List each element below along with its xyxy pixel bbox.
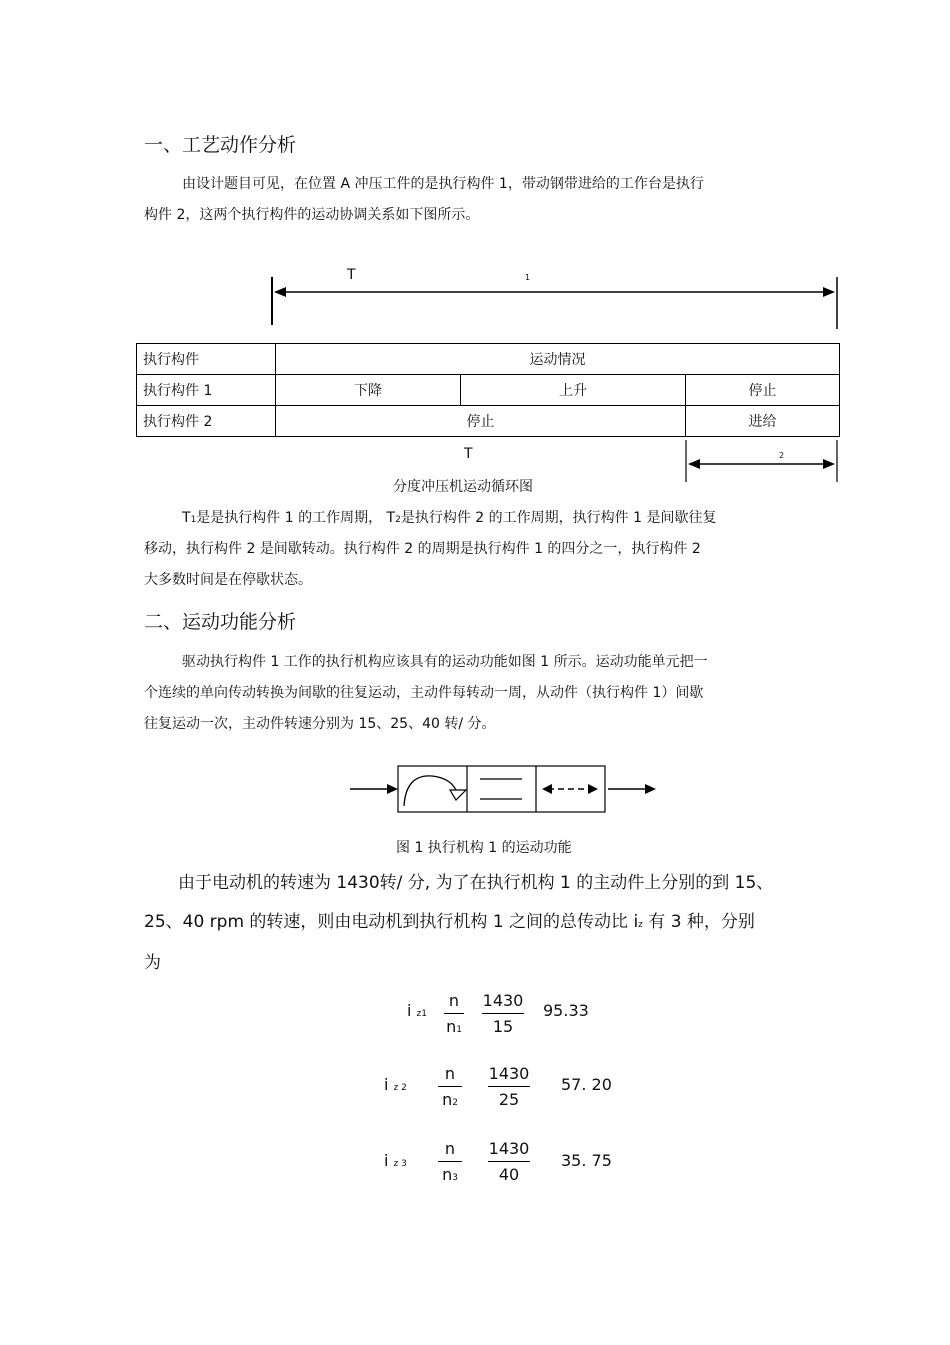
paragraph-line: 驱动执行构件 1 工作的执行机构应该具有的运动功能如图 1 所示。运动功能单元把一 bbox=[182, 654, 708, 670]
t2-label: T bbox=[464, 446, 473, 462]
paragraph-line: 往复运动一次，主动件转速分别为 15、25、40 转/ 分。 bbox=[144, 716, 496, 732]
cycle-diagram-caption: 分度冲压机运动循环图 bbox=[393, 479, 533, 495]
fraction-1430-over-25: $\frac{1430}{25}$ bbox=[488, 1064, 530, 1109]
paragraph-line: 个连续的单向传动转换为间歇的往复运动，主动件每转动一周，从动件（执行构件 1）间歇 bbox=[144, 685, 704, 701]
t1-dimension-arrow bbox=[266, 275, 846, 331]
table-cell: 执行构件 1 bbox=[137, 375, 276, 406]
figure-1-caption: 图 1 执行机构 1 的运动功能 bbox=[396, 840, 572, 856]
table-row bbox=[137, 375, 840, 406]
table-cell: 执行构件 bbox=[137, 344, 276, 375]
paragraph-line: 移动，执行构件 2 是间歇转动。执行构件 2 的周期是执行构件 1 的四分之一，执行构件 2 bbox=[144, 541, 701, 557]
equation-result: 95.33 bbox=[543, 1001, 589, 1020]
paragraph-line: T1是是执行构件 1 的工作周期， T2是执行构件 2 的工作周期，执行构件 1 是间歇往复 bbox=[182, 510, 717, 526]
fraction-1430-over-15: $\frac{1430}{15}$ bbox=[482, 991, 524, 1036]
t1-subscript: 1 bbox=[525, 273, 531, 282]
table-cell: 上升 bbox=[461, 375, 686, 406]
table-row bbox=[137, 344, 840, 375]
equation-result: 57. 20 bbox=[561, 1075, 612, 1094]
paragraph-line: 构件 2，这两个执行构件的运动协调关系如下图所示。 bbox=[144, 207, 480, 223]
paragraph-line: 由于电动机的转速为 1430转/ 分, 为了在执行机构 1 的主动件上分别的到 15、 bbox=[178, 873, 774, 893]
motion-cycle-table bbox=[136, 343, 840, 437]
fraction-1430-over-40: $\frac{1430}{40}$ bbox=[488, 1139, 530, 1184]
paragraph-line: 25、40 rpm 的转速，则由电动机到执行机构 1 之间的总传动比 iz 有 3 种，分别 bbox=[144, 912, 755, 932]
section-heading-2: 二、运动功能分析 bbox=[144, 611, 297, 633]
equation-result: 35. 75 bbox=[561, 1151, 612, 1170]
paragraph-line: 由设计题目可见，在位置 A 冲压工件的是执行构件 1，带动钢带进给的工作台是执行 bbox=[182, 176, 704, 192]
section-heading-1: 一、工艺动作分析 bbox=[144, 134, 297, 156]
table-cell: 停止 bbox=[276, 406, 686, 437]
table-cell: 下降 bbox=[276, 375, 461, 406]
paragraph-line: 大多数时间是在停歇状态。 bbox=[144, 572, 312, 588]
table-cell: 进给 bbox=[686, 406, 840, 437]
t2-dimension-arrow bbox=[682, 438, 842, 484]
fraction-n-over-n3: $\frac{n}{n3}$ bbox=[438, 1139, 462, 1184]
t1-label: T bbox=[347, 267, 356, 283]
motion-function-diagram bbox=[346, 762, 662, 818]
fraction-n-over-n1: $\frac{n}{n1}$ bbox=[444, 991, 464, 1036]
t2-subscript: 2 bbox=[779, 451, 785, 460]
paragraph-line: 为 bbox=[144, 953, 161, 973]
equation-lhs: i z1 bbox=[407, 1001, 427, 1020]
equation-lhs: i z 2 bbox=[384, 1075, 407, 1094]
table-cell: 执行构件 2 bbox=[137, 406, 276, 437]
table-cell: 停止 bbox=[686, 375, 840, 406]
equation-lhs: i z 3 bbox=[384, 1151, 407, 1170]
table-cell: 运动情况 bbox=[276, 344, 840, 375]
table-row bbox=[137, 406, 840, 437]
fraction-n-over-n2: $\frac{n}{n2}$ bbox=[438, 1064, 462, 1109]
